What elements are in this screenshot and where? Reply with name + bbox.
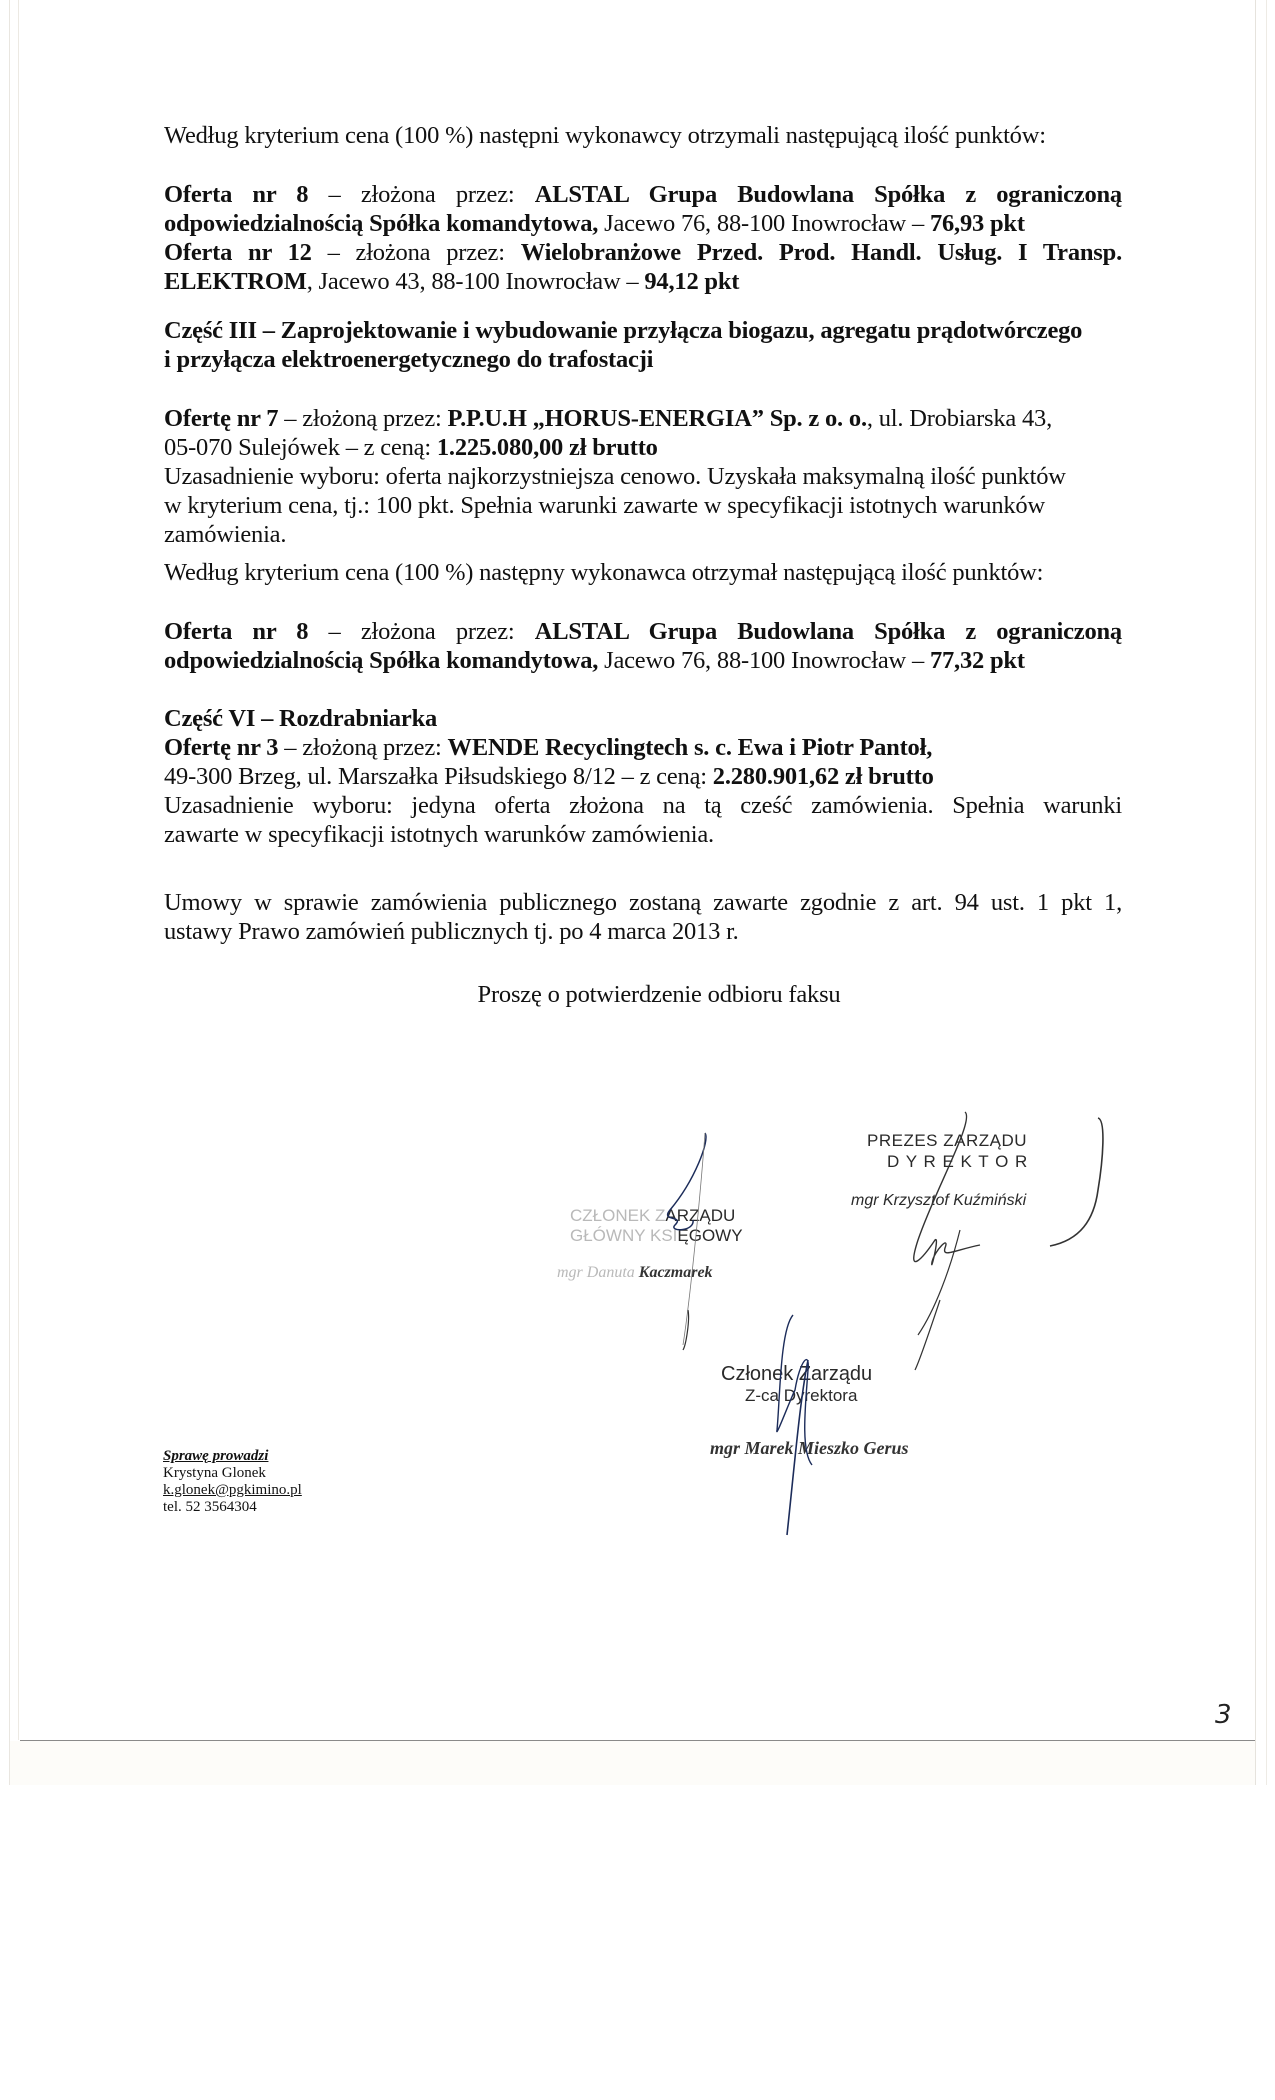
contracts-line-2: ustawy Prawo zamówień publicznych tj. po 4 marca 2013 r. [164, 918, 739, 945]
faint-text: CZŁONEK Z [570, 1206, 666, 1225]
company-name: Wielobranżowe Przed. Prod. Handl. Usług. I Transp. [520, 239, 1122, 266]
selected-price: 1.225.080,00 zł brutto [436, 434, 658, 461]
accountant-name-text: Kaczmarek [638, 1264, 713, 1281]
selected-company: WENDE Recyclingtech s. c. Ewa i Piotr Pantoł, [447, 734, 933, 761]
offer-label: Oferta nr 12 [164, 239, 312, 266]
part-3-heading-cont: i przyłącza elektroenergetycznego do trafostacji [164, 346, 654, 373]
case-handler-email[interactable]: k.glonek@pgkimino.pl [163, 1482, 302, 1498]
offer-points: 94,12 pkt [644, 268, 740, 295]
fax-request: Proszę o potwierdzenie odbioru faksu [477, 981, 841, 1008]
submitted-by: złożona przez: [360, 181, 535, 208]
case-handler-title: Sprawę prowadzi [163, 1448, 269, 1464]
accountant-subtitle-text: ĘGOWY [677, 1226, 743, 1245]
company-name: ALSTAL Grupa Budowlana Spółka z ograniczoną [534, 181, 1122, 208]
part-3-justification-line-2: w kryterium cena, tj.: 100 pkt. Spełnia warunki zawarte w specyfikacji istotnych warunków [164, 492, 1045, 519]
case-handler-name: Krystyna Glonek [163, 1465, 266, 1481]
part-3-justification-line-1: Uzasadnienie wyboru: oferta najkorzystniejsza cenowo. Uzyskała maksymalną ilość punktów [164, 463, 1066, 490]
selected-address-cont: 05-070 Sulejówek – z ceną: [164, 434, 437, 461]
selected-price: 2.280.901,62 zł brutto [712, 763, 934, 790]
submitted-by: złożona przez: [360, 618, 535, 645]
board-member-name: mgr Marek Mieszko Gerus [710, 1438, 909, 1458]
company-name-cont: odpowiedzialnością Spółka komandytowa, [164, 210, 599, 237]
selected-offer-label: Ofertę nr 7 [164, 405, 279, 432]
part-6-justification-line-1: Uzasadnienie wyboru: jedyna oferta złożona na tą cześć zamówienia. Spełnia warunki [164, 792, 1122, 819]
selected-offer-label: Ofertę nr 3 [164, 734, 279, 761]
company-name-cont: ELEKTROM [164, 268, 307, 295]
submitted-by: złożona przez: [355, 239, 521, 266]
part-6-justification-line-2: zawarte w specyfikacji istotnych warunków zamówienia. [164, 821, 714, 848]
dash: – [308, 181, 361, 208]
faint-text: GŁÓWNY KSI [570, 1226, 678, 1245]
selected-company: P.P.U.H „HORUS-ENERGIA” Sp. z o. o. [447, 405, 867, 432]
part-3-heading: Część III – Zaprojektowanie i wybudowanie przyłącza biogazu, agregatu prądotwórczego [164, 317, 1083, 344]
president-name: mgr Krzysztof Kuźmiński [851, 1192, 1027, 1209]
president-subtitle: D Y R E K T O R [887, 1152, 1029, 1171]
dash: – [278, 405, 303, 432]
board-member-subtitle: Z-ca Dyrektora [745, 1386, 858, 1405]
company-name-cont: odpowiedzialnością Spółka komandytowa, [164, 647, 599, 674]
case-handler-phone: tel. 52 3564304 [163, 1499, 257, 1515]
offer-points: 77,32 pkt [929, 647, 1025, 674]
contracts-line-1: Umowy w sprawie zamówienia publicznego zostaną zawarte zgodnie z art. 94 ust. 1 pkt 1, [164, 889, 1122, 916]
offer-points: 76,93 pkt [929, 210, 1025, 237]
case-handler-block [163, 1448, 302, 1516]
board-member-title: Członek Zarządu [721, 1363, 873, 1385]
dash: – [311, 239, 356, 266]
part-3-justification-line-3: zamówienia. [164, 521, 287, 548]
submitted-by: złożoną przez: [302, 405, 448, 432]
page-number: 3 [1215, 1700, 1232, 1730]
offer-label: Oferta nr 8 [164, 181, 309, 208]
offer-label: Oferta nr 8 [164, 618, 309, 645]
accountant-title-text: ARZĄDU [665, 1206, 736, 1225]
company-address: Jacewo 76, 88-100 Inowrocław – [598, 647, 930, 674]
dash: – [278, 734, 303, 761]
faint-text: mgr Danuta [557, 1264, 639, 1281]
selected-address: 49-300 Brzeg, ul. Marszałka Piłsudskiego 8/12 – z ceną: [164, 763, 713, 790]
president-title: PREZES ZARZĄDU [867, 1131, 1028, 1150]
selected-address: , ul. Drobiarska 43, [866, 405, 1053, 432]
company-address: , Jacewo 43, 88-100 Inowrocław – [306, 268, 645, 295]
submitted-by: złożoną przez: [302, 734, 448, 761]
dash: – [308, 618, 361, 645]
scores-intro-1: Według kryterium cena (100 %) następni wykonawcy otrzymali następującą ilość punktów: [164, 122, 1046, 149]
company-name: ALSTAL Grupa Budowlana Spółka z ograniczoną [534, 618, 1122, 645]
page-bottom-margin [10, 1741, 1255, 1785]
scores-intro-2: Według kryterium cena (100 %) następny wykonawca otrzymał następującą ilość punktów: [164, 559, 1044, 586]
page-bottom-edge [20, 1740, 1255, 1741]
part-6-heading-text: Część VI – Rozdrabniarka [164, 705, 438, 732]
company-address: Jacewo 76, 88-100 Inowrocław – [598, 210, 930, 237]
